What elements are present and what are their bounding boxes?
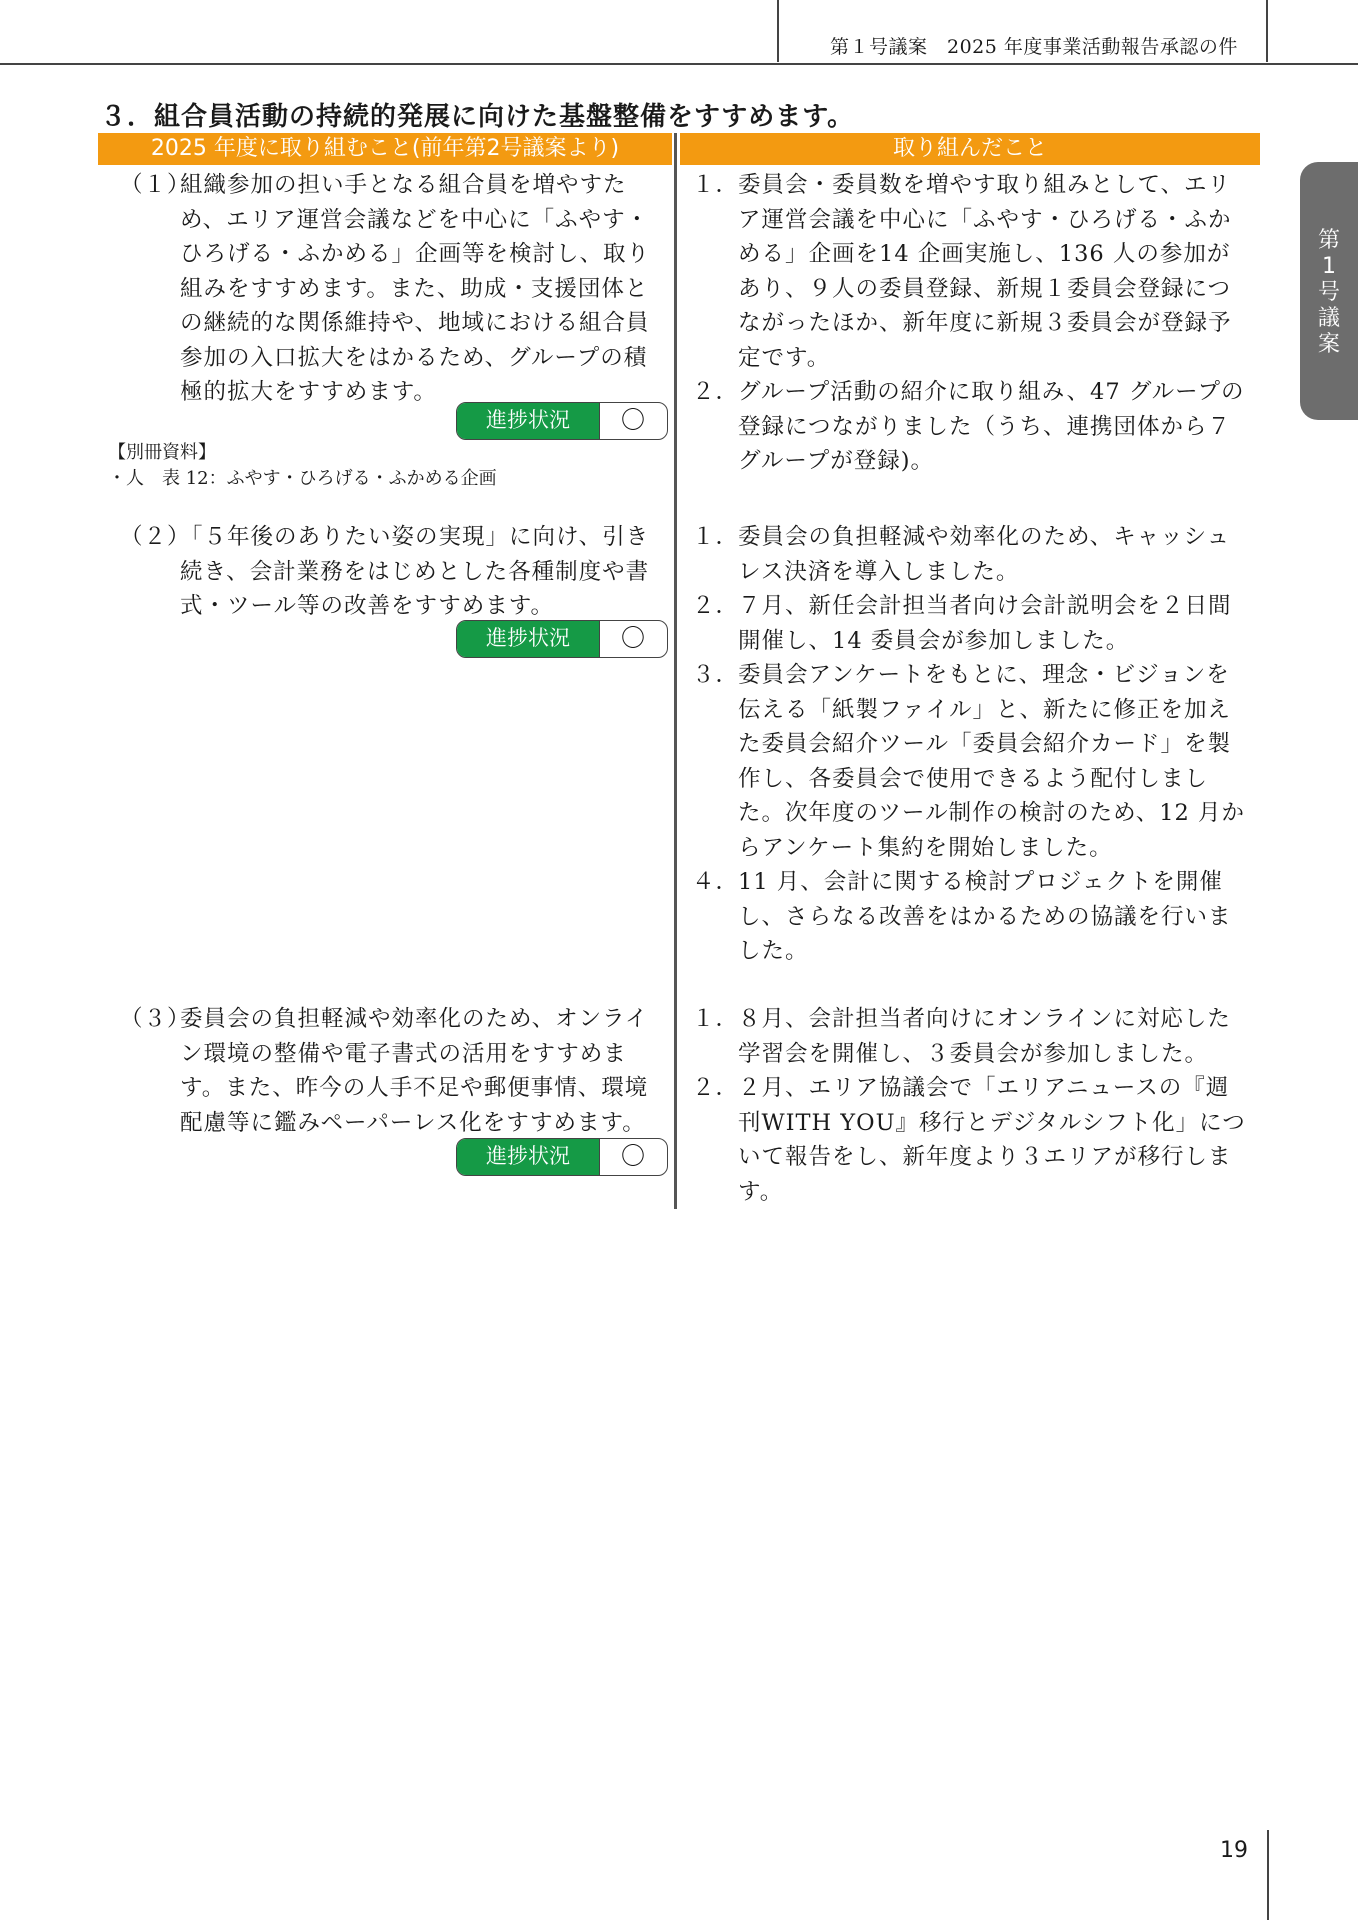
progress-label: 進捗状況 [457,403,600,439]
header-divider-right [1266,0,1268,62]
reference-heading: 【別冊資料】 [108,442,216,463]
result-item-text: 委員会の負担軽減や効率化のため、キャッシュレス決済を導入しました。 [738,524,1231,585]
result-item [692,865,1250,969]
reference-line: ・人 表 12：ふやす・ひろげる・ふかめる企画 [108,468,497,489]
plan-item-text: 組織参加の担い手となる組合員を増やすため、エリア運営会議などを中心に「ふやす・ひろげる・ふかめる」企画等を検討し、取り組みをすすめます。また、助成・支援団体との継続的な関係維持や、地域における組合員参加の入口拡大をはかるため、グループの積極的拡大をすすめます。 [180,172,651,405]
progress-mark: 〇 [621,624,645,652]
result-item-number: ４． [692,869,740,895]
plan-item-number: （１） [120,172,191,198]
progress-label: 進捗状況 [457,1139,600,1175]
result-item-number: ２． [692,379,740,405]
result-item-number: ３． [692,662,740,688]
header-divider-left [777,0,779,62]
column-header-results: 取り組んだこと [680,133,1260,165]
column-divider [674,133,677,1209]
result-item [692,589,1250,658]
result-item-number: ２． [692,1075,740,1101]
result-item [692,658,1250,865]
result-item-number: １． [692,172,740,198]
result-item [692,168,1250,375]
progress-badge-3 [456,1138,668,1176]
result-item [692,375,1250,479]
running-header: 第１号議案 2025 年度事業活動報告承認の件 [830,36,1238,58]
progress-badge-2 [456,620,668,658]
plan-item-text: 委員会の負担軽減や効率化のため、オンライン環境の整備や電子書式の活用をすすめます。また、昨今の人手不足や郵便事情、環境配慮等に鑑みペーパーレス化をすすめます。 [180,1006,649,1136]
plan-item-number: （２） [120,524,191,550]
result-item-number: １． [692,524,740,550]
plan-item-text: 「５年後のありたい姿の実現」に向け、引き続き、会計業務をはじめとした各種制度や書式・ツール等の改善をすすめます。 [180,524,650,619]
footer-divider [1267,1830,1269,1920]
result-item-text: ８月、会計担当者向けにオンラインに対応した学習会を開催し、３委員会が参加しました。 [738,1006,1231,1067]
plan-item-1 [120,168,668,410]
result-item-number: １． [692,1006,740,1032]
result-item-text: 委員会・委員数を増やす取り組みとして、エリア運営会議を中心に「ふやす・ひろげる・ふかめる」企画を14 企画実施し、136 人の参加があり、９人の委員登録、新規１委員会登録につながったほか、新年度に新規３委員会が登録予定です。 [738,172,1232,371]
progress-mark: 〇 [621,406,645,434]
chapter-tab-label: 第 1 号 議 案 [1317,228,1340,357]
result-item-text: 委員会アンケートをもとに、理念・ビジョンを伝える「紙製ファイル」と、新たに修正を加えた委員会紹介ツール「委員会紹介カード」を製作し、各委員会で使用できるよう配付しました。次年度のツール制作の検討のため、12 月からアンケート集約を開始しました。 [738,662,1245,861]
result-item-text: グループ活動の紹介に取り組み、47 グループの登録につながりました（うち、連携団体から７グループが登録)。 [738,379,1245,474]
result-item-text: 11 月、会計に関する検討プロジェクトを開催し、さらなる改善をはかるための協議を行いました。 [738,869,1232,964]
progress-badge-1 [456,402,668,440]
progress-label: 進捗状況 [457,621,600,657]
page-number: 19 [1220,1838,1248,1863]
result-item-text: ７月、新任会計担当者向け会計説明会を２日間開催し、14 委員会が参加しました。 [738,593,1232,654]
plan-item-number: （３） [120,1006,191,1032]
result-item [692,1071,1250,1209]
reference-materials [108,440,497,492]
header-rule [0,63,1358,65]
result-item [692,1002,1250,1071]
result-item-text: ２月、エリア協議会で「エリアニュースの『週刊WITH YOU』移行とデジタルシフト化」について報告をし、新年度より３エリアが移行します。 [738,1075,1246,1205]
result-item-number: ２． [692,593,740,619]
plan-item-2 [120,520,668,624]
column-header-plan: 2025 年度に取り組むこと(前年第2号議案より) [98,133,672,165]
progress-mark: 〇 [621,1142,645,1170]
plan-item-3 [120,1002,668,1140]
result-item [692,520,1250,589]
section-title: ３．組合員活動の持続的発展に向けた基盤整備をすすめます。 [100,102,855,132]
